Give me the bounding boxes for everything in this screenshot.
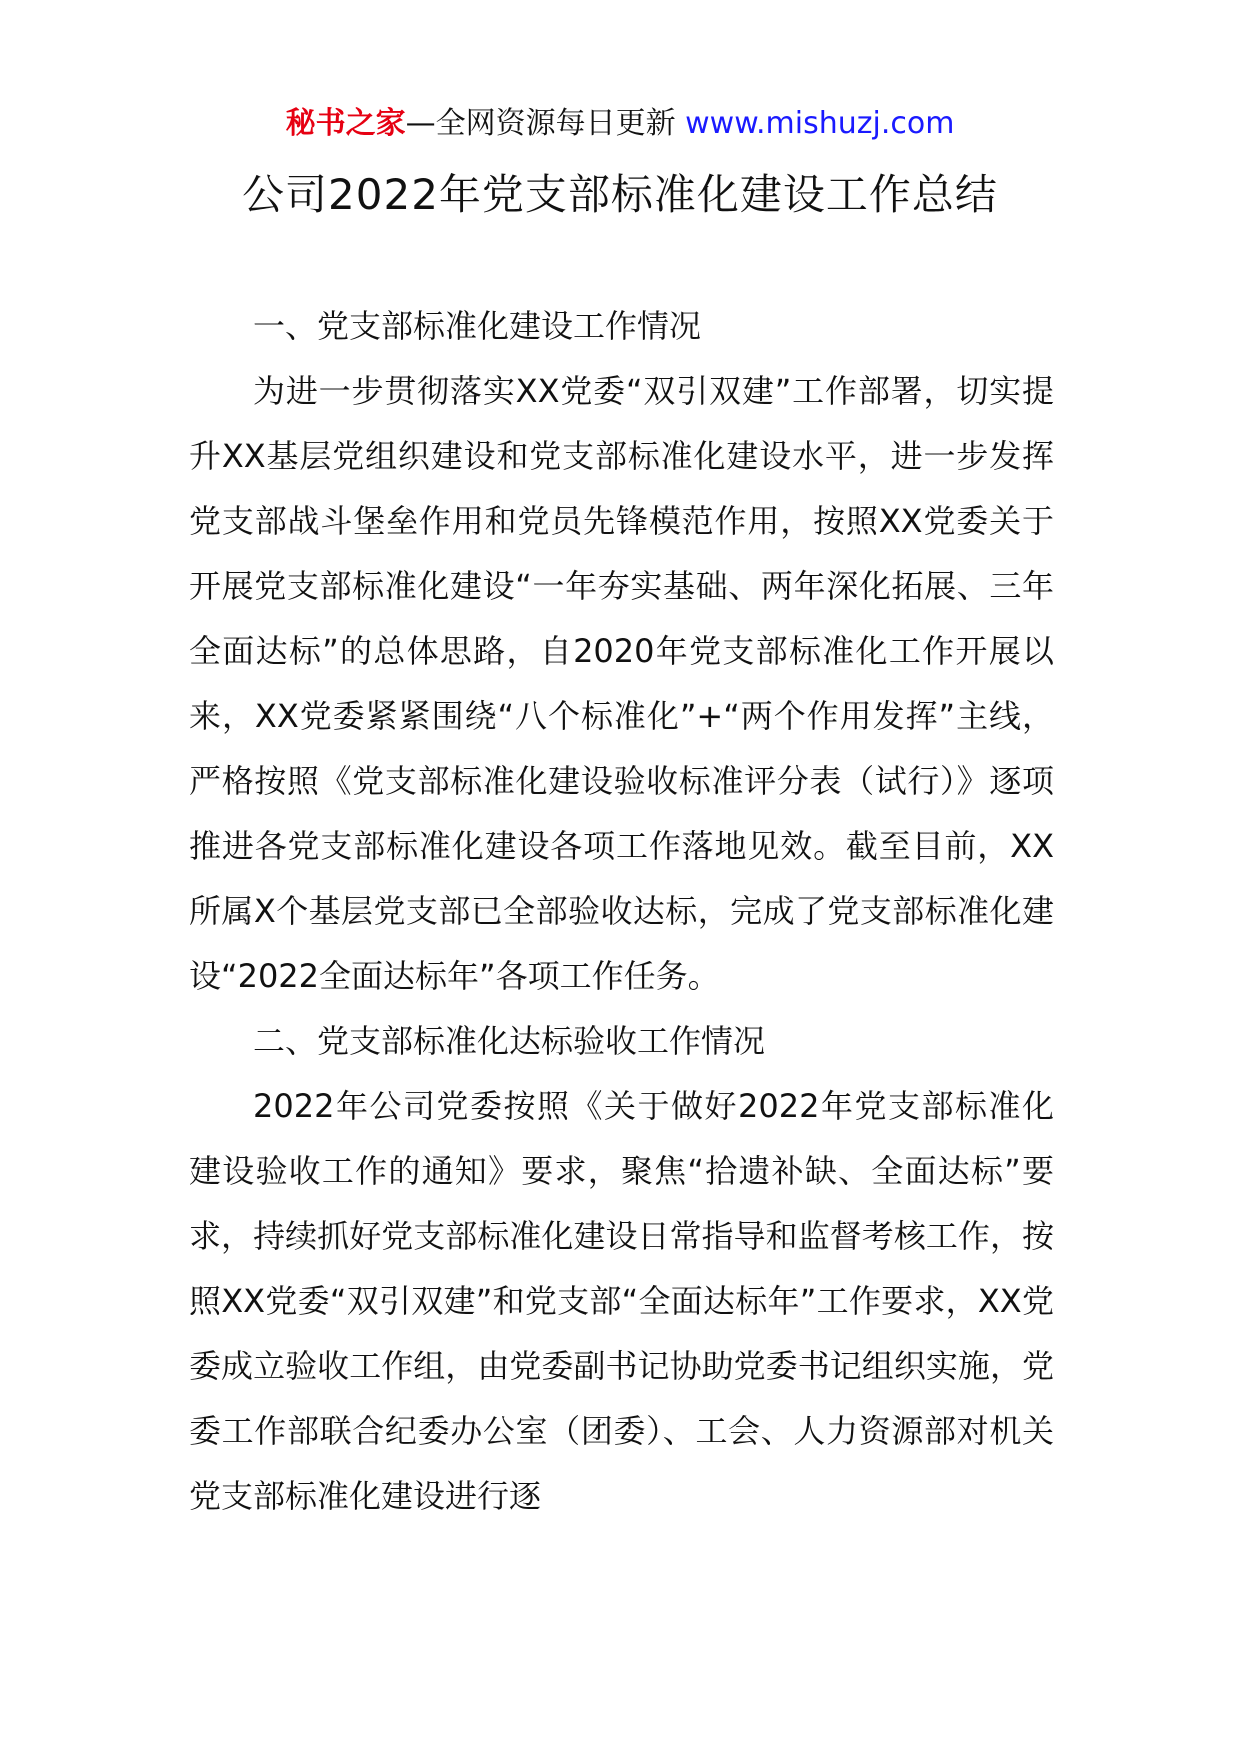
section-2-paragraph: 2022年公司党委按照《关于做好2022年党支部标准化建设验收工作的通知》要求，聚焦“拾遗补缺、全面达标”要求，持续抓好党支部标准化建设日常指导和监督考核工作，按照XX党委“双引双建”和党支部“全面达标年”工作要求，XX党委成立验收工作组，由党委副书记协助党委书记组织实施，党委工作部联合纪委办公室（团委）、工会、人力资源部对机关党支部标准化建设进行逐 [189,1087,1054,1515]
section-1-heading: 一、党支部标准化建设工作情况 [253,307,702,345]
source-header [0,102,1240,146]
section-1-paragraph: 为进一步贯彻落实XX党委“双引双建”工作部署，切实提升XX基层党组织建设和党支部标准化建设水平，进一步发挥党支部战斗堡垒作用和党员先锋模范作用，按照XX党委关于开展党支部标准化建设“一年夯实基础、两年深化拓展、三年全面达标”的总体思路，自2020年党支部标准化工作开展以来，XX党委紧紧围绕“八个标准化”+“两个作用发挥”主线，严格按照《党支部标准化建设验收标准评分表（试行）》逐项推进各党支部标准化建设各项工作落地见效。截至目前，XX所属X个基层党支部已全部验收达标，完成了党支部标准化建设“2022全面达标年”各项工作任务。 [189,372,1054,995]
document-title: 公司2022年党支部标准化建设工作总结 [242,170,998,219]
section-2-heading: 二、党支部标准化达标验收工作情况 [253,1022,766,1060]
site-url-link[interactable]: www.mishuzj.com [685,106,955,141]
site-tagline: —全网资源每日更新 [405,106,686,141]
document-body [189,294,1054,1529]
site-name: 秘书之家 [285,106,406,141]
